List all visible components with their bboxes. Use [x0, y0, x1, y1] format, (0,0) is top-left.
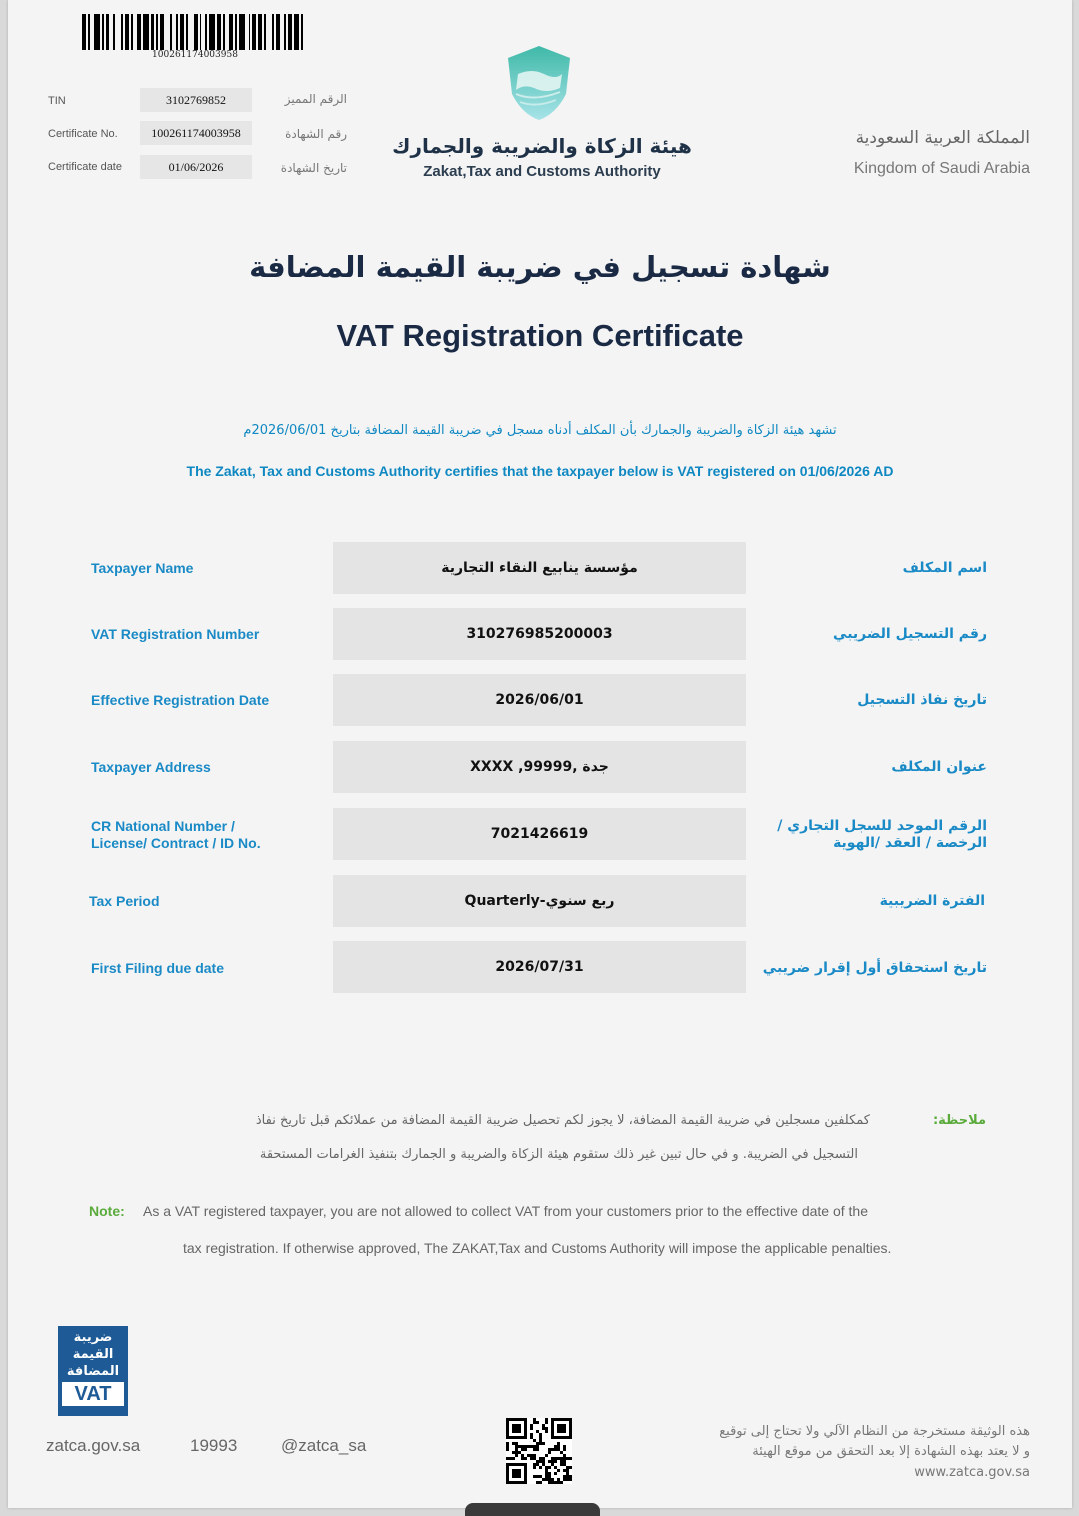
tin-label-ar: الرقم المميز	[284, 92, 347, 106]
cr-number-label	[91, 818, 261, 852]
authority-name-ar: هيئة الزكاة والضريبة والجمارك	[392, 134, 692, 158]
scroll-handle[interactable]	[465, 1503, 600, 1516]
vat-number-value: 310276985200003	[333, 608, 746, 660]
footer-disclaimer-line1: هذه الوثيقة مستخرجة من النظام الآلي ولا تحتاج إلى توقيع	[719, 1424, 1030, 1439]
taxpayer-address-label-ar: عنوان المكلف	[891, 759, 987, 775]
certificate-date-label-ar: تاريخ الشهادة	[280, 161, 347, 175]
tax-period-label-ar: الفترة الضريبية	[879, 893, 985, 909]
vat-number-label-ar: رقم التسجيل الضريبي	[833, 626, 987, 642]
taxpayer-name-value: مؤسسة ينابيع النقاء التجارية	[333, 542, 746, 594]
footer-disclaimer-line2: و لا يعتد بهذه الشهادة إلا بعد التحقق من موقع الهيئة	[752, 1444, 1030, 1459]
cr-number-value: 7021426619	[333, 808, 746, 860]
kingdom-name-ar: المملكة العربية السعودية	[855, 128, 1030, 148]
note-text-ar-line1: كمكلفين مسجلين في ضريبة القيمة المضافة، لا يجوز لكم تحصيل ضريبة القيمة المضافة من عملائكم قبل تاريخ نفاذ	[255, 1113, 870, 1128]
taxpayer-address-label: Taxpayer Address	[91, 759, 211, 775]
certificate-no-label-ar: رقم الشهادة	[285, 127, 347, 141]
footer-website[interactable]: zatca.gov.sa	[46, 1436, 141, 1455]
barcode	[82, 14, 308, 50]
taxpayer-name-label-ar: اسم المكلف	[902, 560, 987, 576]
cr-number-label-ar-line2: الرخصة / العقد /الهوية	[833, 835, 987, 851]
note-text-ar-line2: التسجيل في الضريبة. و في حال تبين غير ذلك ستقوم هيئة الزكاة والضريبة و الجمارك بتنفيذ الغرامات المستحقة	[259, 1147, 858, 1162]
kingdom-name-en: Kingdom of Saudi Arabia	[853, 160, 1030, 177]
tax-period-label: Tax Period	[89, 893, 160, 909]
first-filing-value: 2026/07/31	[333, 941, 746, 993]
vat-logo-ar-line1: ضريبة	[73, 1330, 113, 1345]
certifies-text-en: The Zakat, Tax and Customs Authority certifies that the taxpayer below is VAT registered on 01/06/2026 AD	[186, 463, 894, 479]
vat-logo	[58, 1326, 128, 1416]
certificate-date-value: 01/06/2026	[140, 155, 252, 179]
zatca-logo-icon	[504, 44, 574, 122]
certifies-text-ar: تشهد هيئة الزكاة والضريبة والجمارك بأن المكلف أدناه مسجل في ضريبة القيمة المضافة بتاريخ 2026/06/01م	[243, 423, 837, 438]
footer-disclaimer-site[interactable]: www.zatca.gov.sa	[914, 1465, 1030, 1480]
vat-logo-ar-line3: المضافة	[66, 1364, 120, 1379]
footer-phone: 19993	[190, 1436, 238, 1455]
page-title-en: VAT Registration Certificate	[336, 318, 744, 353]
tax-period-value: Quarterly-ربع سنوي	[333, 875, 746, 927]
first-filing-label-ar: تاريخ استحقاق أول إقرار ضريبي	[762, 960, 987, 976]
certificate-no-label: Certificate No.	[48, 128, 118, 140]
effective-date-value: 2026/06/01	[333, 674, 746, 726]
authority-name-en: Zakat,Tax and Customs Authority	[423, 163, 661, 180]
cr-number-label-line2: License/ Contract / ID No.	[91, 835, 261, 851]
vat-logo-en: VAT	[62, 1382, 124, 1406]
certificate-date-label: Certificate date	[48, 161, 122, 173]
tin-label: TIN	[48, 95, 66, 107]
effective-date-label: Effective Registration Date	[91, 692, 270, 708]
effective-date-label-ar: تاريخ نفاذ التسجيل	[857, 692, 987, 708]
note-text-en-line2: tax registration. If otherwise approved, The ZAKAT,Tax and Customs Authority will impose the applicable penalties.	[183, 1240, 892, 1256]
tin-value: 3102769852	[140, 88, 252, 112]
certificate-page	[8, 0, 1072, 1508]
taxpayer-name-label: Taxpayer Name	[91, 560, 194, 576]
first-filing-label: First Filing due date	[91, 960, 225, 976]
vat-logo-ar-line2: القيمة	[72, 1347, 114, 1362]
page-title-ar: شهادة تسجيل في ضريبة القيمة المضافة	[249, 250, 831, 284]
barcode-number: 100261174003958	[152, 50, 238, 60]
note-label-en: Note:	[89, 1203, 125, 1219]
cr-number-label-ar-line1: الرقم الموحد للسجل التجاري /	[777, 818, 987, 834]
qr-code-icon	[506, 1418, 572, 1484]
note-text-en-line1: As a VAT registered taxpayer, you are not allowed to collect VAT from your customers prior to the effective date of the	[143, 1203, 868, 1219]
note-label-ar: ملاحظة:	[932, 1113, 986, 1128]
cr-number-label-ar	[777, 818, 987, 852]
footer-social-handle[interactable]: @zatca_sa	[281, 1436, 367, 1455]
vat-number-label: VAT Registration Number	[91, 626, 260, 642]
taxpayer-address-text: جدة ,99999, XXXX	[470, 759, 609, 775]
taxpayer-address-value	[333, 741, 746, 793]
certificate-no-value: 100261174003958	[140, 121, 252, 145]
cr-number-label-line1: CR National Number /	[91, 818, 235, 834]
